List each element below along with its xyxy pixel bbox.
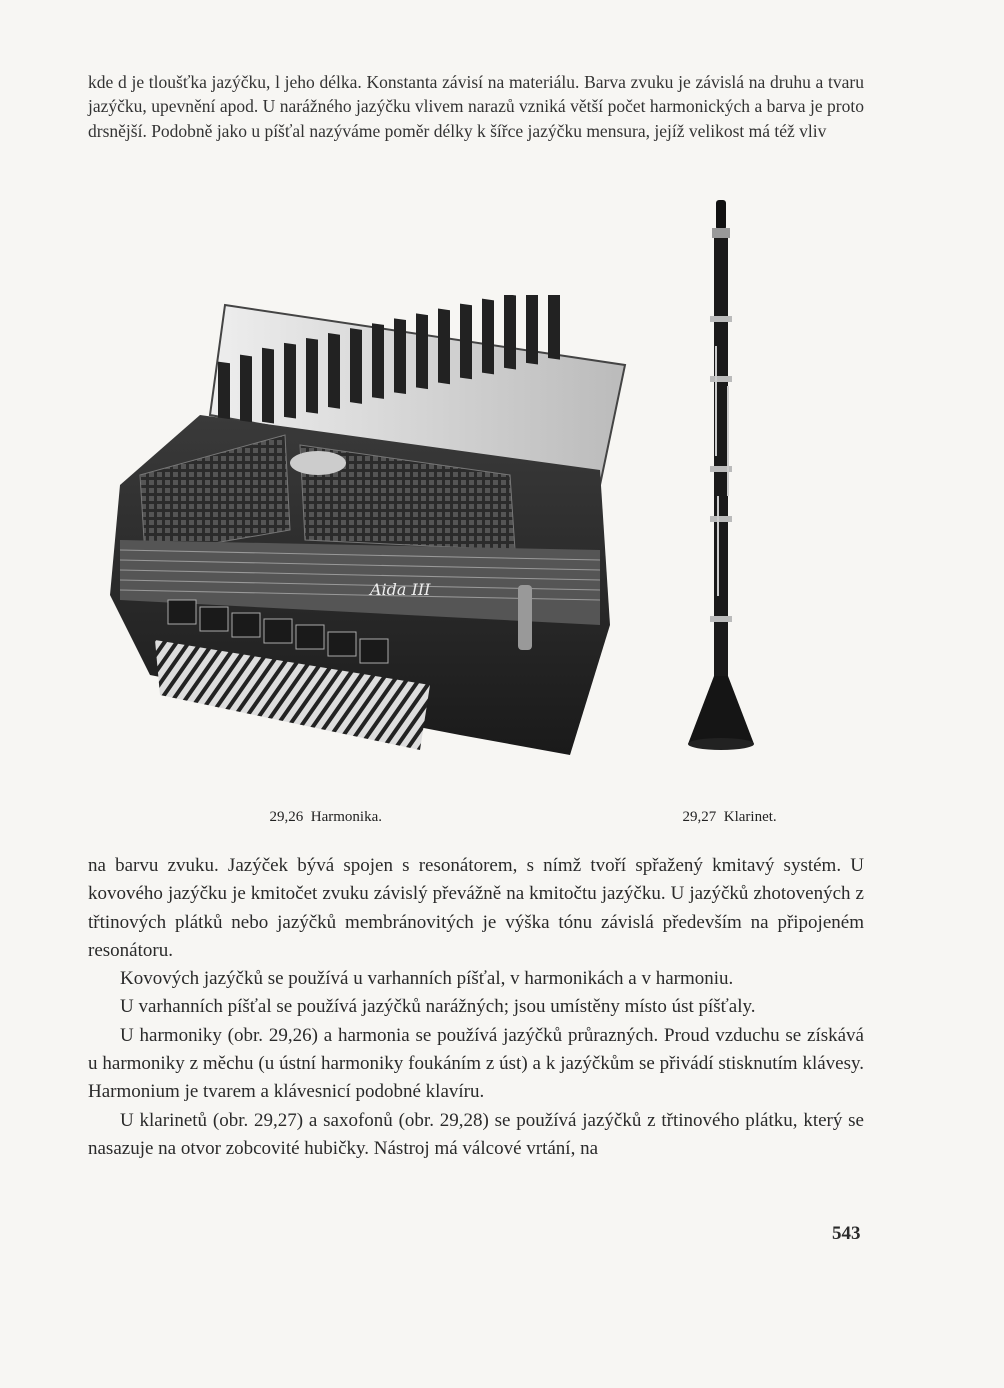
figure-caption-clarinet xyxy=(675,792,777,826)
page-number: 543 xyxy=(832,1223,861,1244)
body-text xyxy=(88,852,864,1163)
paragraph: U klarinetů (obr. 29,27) a saxofonů (obr. 29,28) se používá jazýčků z třtinového plátku, který se nasazuje na otvor zobcovité hubičky. Nástroj má válcové vrtání, na xyxy=(88,1109,864,1159)
caption-label: Harmonika. xyxy=(310,809,382,825)
top-paragraph: kde d je tloušťka jazýčku, l jeho délka. Konstanta závisí na materiálu. Barva zvuku je závislá na druhu a tvaru jazýčku, upevnění apod. U narážného jazýčku vlivem narazů vzniká větší počet harmonických a barva je proto drsnější. Podobně jako u píšťal nazýváme poměr délky k šířce jazýčku mensura, jejíž velikost má též vliv xyxy=(88,72,864,141)
paragraph: na barvu zvuku. Jazýček bývá spojen s resonátorem, s nímž tvoří spřažený kmitavý systém. U kovového jazýčku je kmitočet zvuku závislý převážně na kmitočtu jazýčku. U jazýčků zhotovených z třtinových plátků nebo jazýčků membránovitých je výška tónu závislá především na připojeném resonátoru. xyxy=(88,855,864,961)
accordion-photo xyxy=(100,295,630,765)
caption-number: 29,26 xyxy=(269,809,304,825)
figure-caption-accordion xyxy=(262,792,382,826)
paragraph: U varhanních píšťal se používá jazýčků narážných; jsou umístěny místo úst píšťaly. xyxy=(120,996,756,1018)
caption-number: 29,27 xyxy=(682,809,717,825)
paragraph: U harmoniky (obr. 29,26) a harmonia se používá jazýčků průrazných. Proud vzduchu se získává u harmoniky z měchu (u ústní harmoniky foukáním z úst) a k jazýčkům se přivádí stisknutím klávesy. Harmonium je tvarem a klávesnicí podobné klavíru. xyxy=(88,1024,864,1103)
paragraph: Kovových jazýčků se používá u varhanních píšťal, v harmonikách a v harmoniu. xyxy=(120,968,734,990)
caption-label: Klarinet. xyxy=(723,809,777,825)
accordion-brand: Aida III xyxy=(370,580,431,599)
clarinet-photo xyxy=(680,196,770,756)
